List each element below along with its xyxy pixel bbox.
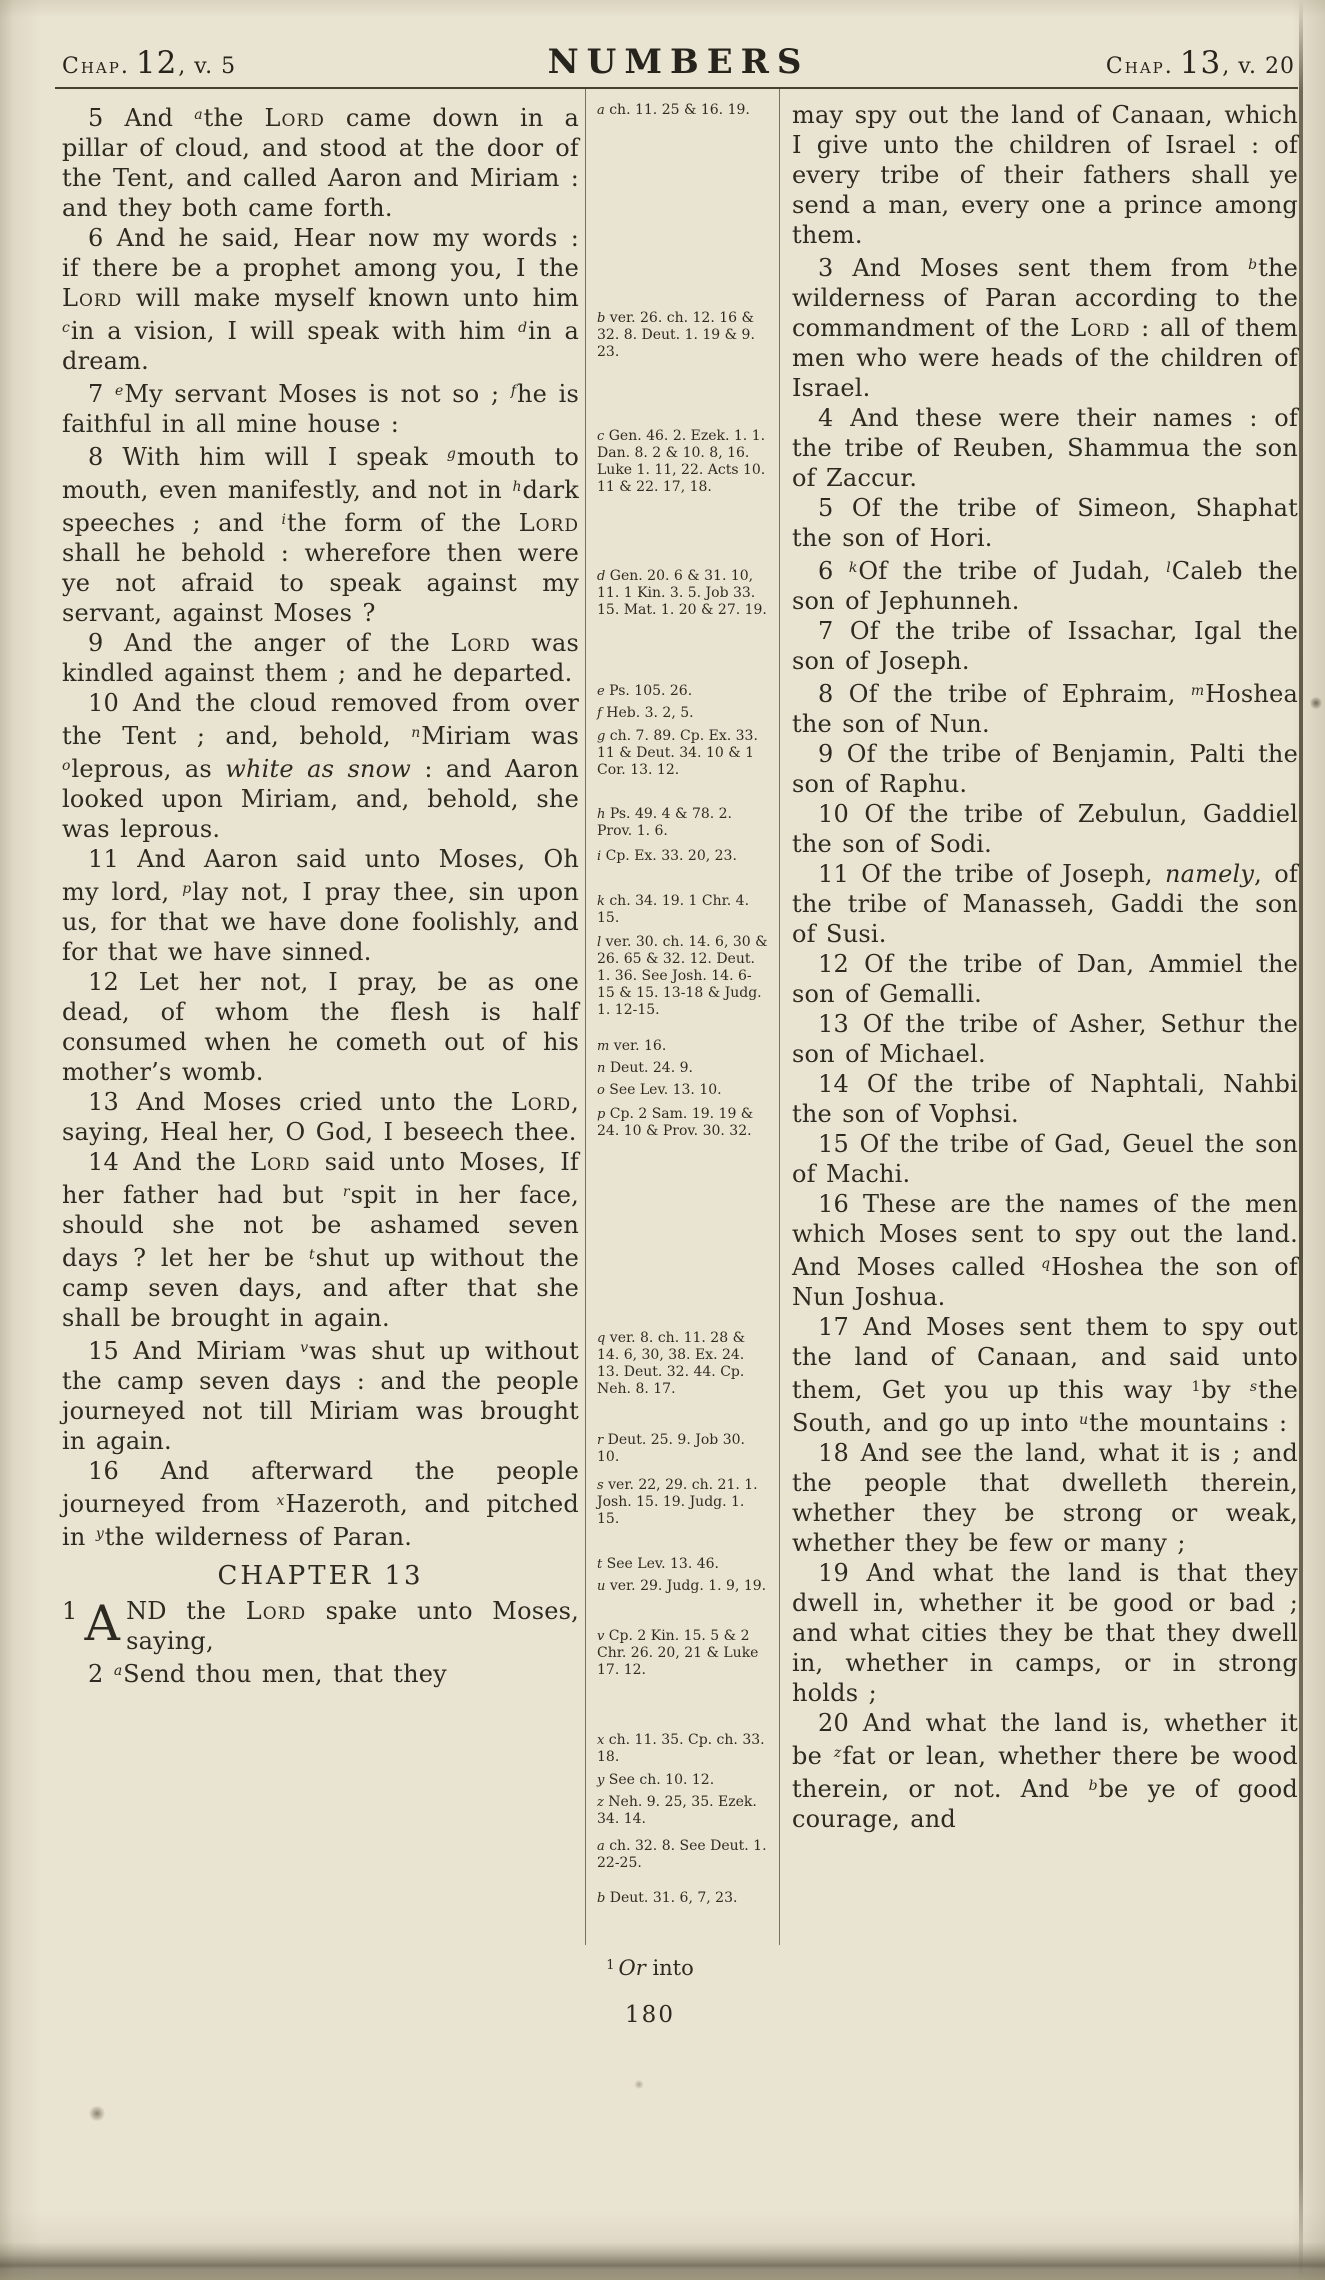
reference-letter: l: [597, 935, 602, 950]
text: 9 And the anger of the: [88, 629, 451, 657]
reference-letter: c: [597, 429, 605, 444]
ink-stain: [1310, 696, 1322, 710]
drop-cap: A: [84, 1595, 121, 1652]
verse-paragraph: [62, 223, 579, 376]
text: 9 Of the tribe of Benjamin, Palti the son of Raphu.: [792, 740, 1298, 798]
reference-text: ver. 16.: [609, 1038, 667, 1054]
text: Miriam was: [421, 722, 579, 750]
text: 2: [88, 1660, 114, 1688]
verse-paragraph: [792, 739, 1298, 799]
running-head-right: [809, 45, 1295, 81]
text: was shut up without the camp seven days : and the people journeyed not till Miriam was brought in again.: [62, 1337, 579, 1455]
text: by: [1201, 1376, 1250, 1404]
text-sup: a: [113, 1663, 123, 1679]
text-sup: q: [1041, 1256, 1051, 1272]
text: shall he behold : wherefore then were ye not afraid to speak against my servant, against Moses ?: [62, 539, 579, 627]
cross-reference: [597, 1838, 769, 1872]
reference-text: Cp. 2 Sam. 19. 19 & 24. 10 & Prov. 30. 32.: [597, 1106, 754, 1139]
text-sc: Lord: [250, 1148, 311, 1176]
text: 15 And Miriam: [88, 1337, 301, 1365]
refs-column: [597, 102, 769, 1907]
reference-text: See Lev. 13. 46.: [602, 1556, 720, 1572]
text-sup: n: [411, 725, 421, 741]
footnote-marker: 1: [606, 1958, 615, 1973]
text: 5 Of the tribe of Simeon, Shaphat the son of Hori.: [792, 494, 1298, 552]
right-column: [792, 100, 1298, 1834]
reference-text: ver. 29. Judg. 1. 9, 19.: [605, 1578, 767, 1594]
reference-letter: a: [597, 1839, 605, 1854]
verse-paragraph: [792, 1558, 1298, 1708]
reference-text: See Lev. 13. 10.: [604, 1082, 722, 1098]
text: the: [203, 104, 265, 132]
chapter-number-left: 12: [135, 45, 178, 81]
reference-letter: t: [597, 1557, 603, 1572]
reference-letter: d: [597, 569, 606, 584]
text-sup: o: [62, 758, 71, 774]
verse-paragraph: [62, 844, 579, 967]
text-sup: r: [342, 1184, 350, 1200]
text: 13 And Moses cried unto the: [88, 1088, 511, 1116]
text: in a vision, I will speak with him: [70, 317, 519, 345]
verse-paragraph: [62, 1596, 579, 1656]
reference-text: Cp. Ex. 33. 20, 23.: [601, 848, 737, 864]
reference-letter: z: [597, 1795, 604, 1810]
text: 20 And what the land is, whether it be: [792, 1709, 1298, 1770]
reference-text: Deut. 31. 6, 7, 23.: [605, 1890, 738, 1906]
text: 11 Of the tribe of Joseph,: [818, 860, 1165, 888]
text-sup: v: [300, 1340, 309, 1356]
chapter-heading: [62, 1560, 579, 1592]
text: 14 And the: [88, 1148, 251, 1176]
text: 16 And afterward the people journeyed from: [62, 1457, 579, 1518]
verse-paragraph: [792, 676, 1298, 739]
text-sup: g: [446, 446, 456, 462]
column-rule-left: [585, 89, 586, 1945]
cross-reference: [597, 848, 769, 865]
verse-paragraph: [792, 1312, 1298, 1438]
reference-letter: n: [597, 1061, 606, 1076]
cross-reference: [597, 806, 769, 840]
text: 6 And he said, Hear now my words : if there be a prophet among you, I the: [62, 224, 579, 282]
verse-paragraph: [62, 439, 579, 628]
text-sc: Lord: [264, 104, 325, 132]
text-sc: Lord: [450, 629, 511, 657]
verse-paragraph: [62, 1456, 579, 1552]
verse-paragraph: [62, 1147, 579, 1333]
text: dark speeches ; and: [62, 476, 579, 537]
text-sup: x: [276, 1493, 285, 1509]
verse-paragraph: [792, 1438, 1298, 1558]
reference-text: ver. 8. ch. 11. 28 & 14. 6, 30, 38. Ex. 24. 13. Deut. 32. 44. Cp. Neh. 8. 17.: [597, 1330, 746, 1397]
cross-reference: [597, 102, 769, 119]
text: was kindled against them ; and he departed.: [62, 629, 579, 687]
text: Hoshea the son of Nun.: [792, 680, 1298, 738]
reference-letter: g: [597, 729, 606, 744]
reference-text: ver. 30. ch. 14. 6, 30 & 26. 65 & 32. 12. Deut. 1. 36. See Josh. 14. 6-15 & 15. 13-18 & Judg. 1. 12-15.: [597, 934, 768, 1018]
footnote: [0, 1956, 1300, 1980]
reference-letter: i: [597, 849, 602, 864]
verse-paragraph: [792, 859, 1298, 949]
text: the form of the: [286, 509, 519, 537]
text-sup: z: [833, 1745, 842, 1761]
cross-reference: [597, 1330, 769, 1398]
ink-stain: [88, 2106, 106, 2121]
text: 10 Of the tribe of Zebulun, Gaddiel the son of Sodi.: [792, 800, 1298, 858]
reference-letter: r: [597, 1433, 604, 1448]
reference-text: Ps. 49. 4 & 78. 2. Prov. 1. 6.: [597, 806, 733, 839]
text: the wilderness of Paran.: [104, 1523, 413, 1551]
text-sup: a: [194, 107, 203, 123]
text-sup: y: [95, 1526, 104, 1542]
text: 15 Of the tribe of Gad, Geuel the son of Machi.: [792, 1130, 1298, 1188]
text-i: namely: [1165, 860, 1255, 888]
reference-text: ch. 11. 25 & 16. 19.: [604, 102, 750, 118]
cross-reference: [597, 568, 769, 619]
text-sup: f: [510, 383, 516, 399]
verse-paragraph: [792, 1189, 1298, 1312]
reference-letter: o: [597, 1083, 605, 1098]
cross-reference: [597, 728, 769, 779]
text: may spy out the land of Canaan, which I give unto the children of Israel : of every tribe of their fathers shall ye send a man, every one a prince among them.: [792, 101, 1298, 249]
cross-reference: [597, 1732, 769, 1766]
reference-text: ver. 26. ch. 12. 16 & 32. 8. Deut. 1. 19 & 9. 23.: [597, 310, 755, 360]
cross-reference: [597, 1578, 769, 1595]
verse-paragraph: [62, 1333, 579, 1456]
footnote-text: into: [645, 1956, 694, 1980]
text: 4 And these were their names : of the tribe of Reuben, Shammua the son of Zaccur.: [792, 404, 1298, 492]
text-sup: c: [62, 320, 70, 336]
page-gutter-shadow: [1299, 0, 1303, 2280]
text: Hoshea the son of Nun Joshua.: [792, 1253, 1298, 1311]
text-sup: h: [512, 479, 522, 495]
cross-reference: [597, 1477, 769, 1528]
reference-letter: b: [597, 311, 606, 326]
header-rule: [55, 87, 1298, 89]
text-supn: 1: [1191, 1379, 1201, 1395]
reference-letter: m: [597, 1039, 610, 1054]
verse-paragraph: [792, 1129, 1298, 1189]
text: in a dream.: [62, 317, 580, 375]
text-sup: b: [1248, 257, 1258, 273]
verse-paragraph: [62, 967, 579, 1087]
text-sc: Lord: [518, 509, 579, 537]
reference-text: Gen. 20. 6 & 31. 10, 11. 1 Kin. 3. 5. Job 33. 15. Mat. 1. 20 & 27. 19.: [597, 568, 767, 618]
text: : and Aaron looked upon Miriam, and, behold, she was leprous.: [62, 755, 579, 843]
cross-reference: [597, 1794, 769, 1828]
cross-reference: [597, 1890, 769, 1907]
text: lay not, I pray thee, sin upon us, for that we have done foolishly, and for that we have sinned.: [62, 878, 579, 966]
text: 13 Of the tribe of Asher, Sethur the son of Michael.: [792, 1010, 1298, 1068]
text-sc: Lord: [62, 284, 123, 312]
reference-text: Ps. 105. 26.: [604, 683, 693, 699]
text-sup: m: [1190, 683, 1205, 699]
cross-reference: [597, 1082, 769, 1099]
text-sup: b: [1088, 1778, 1098, 1794]
text: he is faithful in all mine house :: [62, 380, 579, 438]
cross-reference: [597, 310, 769, 361]
verse-paragraph: [792, 250, 1298, 403]
text: Caleb the son of Jephunneh.: [792, 557, 1298, 615]
text: Send thou men, that they: [123, 1660, 447, 1688]
cross-reference: [597, 428, 769, 496]
text: 10 And the cloud removed from over the Tent ; and, behold,: [62, 689, 579, 750]
text: be ye of good courage, and: [792, 1775, 1298, 1833]
text: 16 These are the names of the men which Moses sent to spy out the land. And Moses called: [792, 1190, 1298, 1281]
text-sup: p: [182, 881, 192, 897]
reference-letter: u: [597, 1579, 606, 1594]
text: , saying, Heal her, O God, I beseech thee.: [62, 1088, 579, 1146]
verse-paragraph: [62, 1656, 579, 1689]
text: spit in her face, should she not be ashamed seven days ? let her be: [62, 1181, 579, 1272]
text: 11 And Aaron said unto Moses, Oh my lord,: [62, 845, 579, 906]
verse-number: 1: [62, 1597, 78, 1625]
verse-paragraph: [792, 616, 1298, 676]
text: mouth to mouth, even manifestly, and not in: [62, 443, 580, 504]
cross-reference: [597, 1060, 769, 1077]
text-sup: i: [281, 512, 286, 528]
text: the mountains :: [1089, 1409, 1288, 1437]
reference-letter: f: [597, 706, 602, 721]
reference-letter: v: [597, 1629, 605, 1644]
running-head-left: [62, 45, 548, 81]
text: 8 With him will I speak: [88, 443, 447, 471]
chapter-label-right: Chap.: [1105, 54, 1174, 79]
reference-text: Deut. 25. 9. Job 30. 10.: [597, 1432, 745, 1465]
reference-text: ch. 11. 35. Cp. ch. 33. 18.: [597, 1732, 765, 1765]
column-rule-right: [779, 89, 780, 1945]
reference-text: ver. 22, 29. ch. 21. 1. Josh. 15. 19. Judg. 1. 15.: [597, 1477, 758, 1527]
ink-stain: [634, 2080, 644, 2089]
verse-ref-right: , v. 20: [1222, 54, 1296, 79]
verse-paragraph: [62, 376, 579, 439]
reference-text: Cp. 2 Kin. 15. 5 & 2 Chr. 26. 20, 21 & Luke 17. 12.: [597, 1628, 759, 1678]
cross-reference: [597, 934, 769, 1019]
verse-paragraph: [792, 949, 1298, 1009]
cross-reference: [597, 683, 769, 700]
verse-paragraph: [62, 1087, 579, 1147]
verse-paragraph: [792, 1069, 1298, 1129]
text: the wilderness of Paran according to the commandment of the: [792, 254, 1298, 342]
text: Of the tribe of Judah,: [858, 557, 1167, 585]
text: 18 And see the land, what it is ; and the people that dwelleth therein, whether they be strong or weak, whether they be few or many ;: [792, 1439, 1298, 1557]
text-sup: k: [848, 560, 858, 576]
text: 7 Of the tribe of Issachar, Igal the son of Joseph.: [792, 617, 1298, 675]
text: 19 And what the land is that they dwell in, whether it be good or bad ; and what cities they be that they dwell in, whether in camps, or in strong holds ;: [792, 1559, 1298, 1707]
reference-letter: a: [597, 103, 605, 118]
text: said unto Moses, If her father had but: [62, 1148, 579, 1209]
page-bottom-edge: [0, 2242, 1325, 2280]
footnote-word-italic: Or: [618, 1956, 646, 1980]
reference-text: Neh. 9. 25, 35. Ezek. 34. 14.: [597, 1794, 757, 1827]
verse-paragraph: [62, 628, 579, 688]
verse-paragraph: [792, 403, 1298, 493]
reference-letter: e: [597, 684, 605, 699]
text-sup: l: [1166, 560, 1171, 576]
cross-reference: [597, 1106, 769, 1140]
cross-reference: [597, 1038, 769, 1055]
reference-text: Heb. 3. 2, 5.: [601, 705, 694, 721]
text-sc: Lord: [510, 1088, 572, 1116]
text: 8 Of the tribe of Ephraim,: [818, 680, 1191, 708]
text-sc: Lord: [245, 1597, 307, 1625]
chapter-number-right: 13: [1179, 45, 1222, 81]
text-sup: d: [518, 320, 528, 336]
text: 6: [818, 557, 849, 585]
text: 7: [88, 380, 116, 408]
verse-paragraph: [62, 100, 579, 223]
verse-paragraph: [792, 553, 1298, 616]
text: came down in a pillar of cloud, and stood at the door of the Tent, and called Aaron and Miriam : and they both came forth.: [62, 104, 580, 222]
reference-letter: y: [597, 1773, 605, 1788]
reference-text: ch. 7. 89. Cp. Ex. 33. 11 & Deut. 34. 10 & 1 Cor. 13. 12.: [597, 728, 758, 778]
cross-reference: [597, 893, 769, 927]
text: 12 Of the tribe of Dan, Ammiel the son of Gemalli.: [792, 950, 1298, 1008]
text-sc: Lord: [1070, 314, 1131, 342]
reference-letter: b: [597, 1891, 606, 1906]
text: My servant Moses is not so ;: [124, 380, 511, 408]
book-title: NUMBERS: [547, 42, 810, 82]
text: fat or lean, whether there be wood therein, or not. And: [792, 1742, 1298, 1803]
text: 12 Let her not, I pray, be as one dead, of whom the flesh is half consumed when he cometh out of his mother’s womb.: [62, 968, 579, 1086]
text: ND the: [126, 1597, 246, 1625]
verse-paragraph: [792, 1009, 1298, 1069]
verse-paragraph: [62, 688, 579, 844]
text: leprous, as: [71, 755, 226, 783]
reference-letter: k: [597, 894, 605, 909]
reference-letter: h: [597, 807, 606, 822]
cross-reference: [597, 1432, 769, 1466]
cross-reference: [597, 1772, 769, 1789]
text: , of the tribe of Manasseh, Gaddi the son of Susi.: [792, 860, 1299, 948]
reference-text: See ch. 10. 12.: [604, 1772, 715, 1788]
reference-letter: x: [597, 1733, 605, 1748]
verse-paragraph: [792, 799, 1298, 859]
text: Hazeroth, and pitched in: [62, 1490, 579, 1551]
reference-letter: q: [597, 1331, 606, 1346]
verse-paragraph: [792, 493, 1298, 553]
page-number: 180: [625, 2002, 675, 2028]
reference-text: ch. 32. 8. See Deut. 1. 22-25.: [597, 1838, 767, 1871]
verse-paragraph: [792, 100, 1298, 250]
cross-reference: [597, 1628, 769, 1679]
running-header: [62, 42, 1295, 82]
reference-text: ch. 34. 19. 1 Chr. 4. 15.: [597, 893, 750, 926]
text: CHAPTER 13: [217, 1561, 424, 1591]
reference-text: Deut. 24. 9.: [605, 1060, 693, 1076]
text-sup: t: [309, 1247, 315, 1263]
verse-ref-left: , v. 5: [178, 54, 237, 79]
text: shut up without the camp seven days, and after that she shall be brought in again.: [62, 1244, 579, 1332]
chapter-label-left: Chap.: [62, 54, 130, 79]
verse-paragraph: [792, 1708, 1298, 1834]
text: the South, and go up into: [792, 1376, 1298, 1437]
text-sup: s: [1249, 1379, 1258, 1395]
text: 5 And: [88, 104, 195, 132]
reference-letter: s: [597, 1478, 604, 1493]
text-i: white as snow: [225, 755, 412, 783]
cross-reference: [597, 1556, 769, 1573]
text: : all of them men who were heads of the children of Israel.: [792, 314, 1298, 402]
text: will make myself known unto him: [122, 284, 579, 312]
reference-letter: p: [597, 1107, 606, 1122]
text-sup: e: [115, 383, 124, 399]
text-sup: u: [1079, 1412, 1089, 1428]
cross-reference: [597, 705, 769, 722]
text: 14 Of the tribe of Naphtali, Nahbi the son of Vophsi.: [792, 1070, 1298, 1128]
text: 17 And Moses sent them to spy out the land of Canaan, and said unto them, Get you up this way: [792, 1313, 1298, 1404]
left-column: [62, 100, 579, 1689]
reference-text: Gen. 46. 2. Ezek. 1. 1. Dan. 8. 2 & 10. 8, 16. Luke 1. 11, 22. Acts 10. 11 & 22. 17, 18.: [597, 428, 766, 495]
text: spake unto Moses, saying,: [126, 1597, 579, 1655]
text: 3 And Moses sent them from: [818, 254, 1249, 282]
